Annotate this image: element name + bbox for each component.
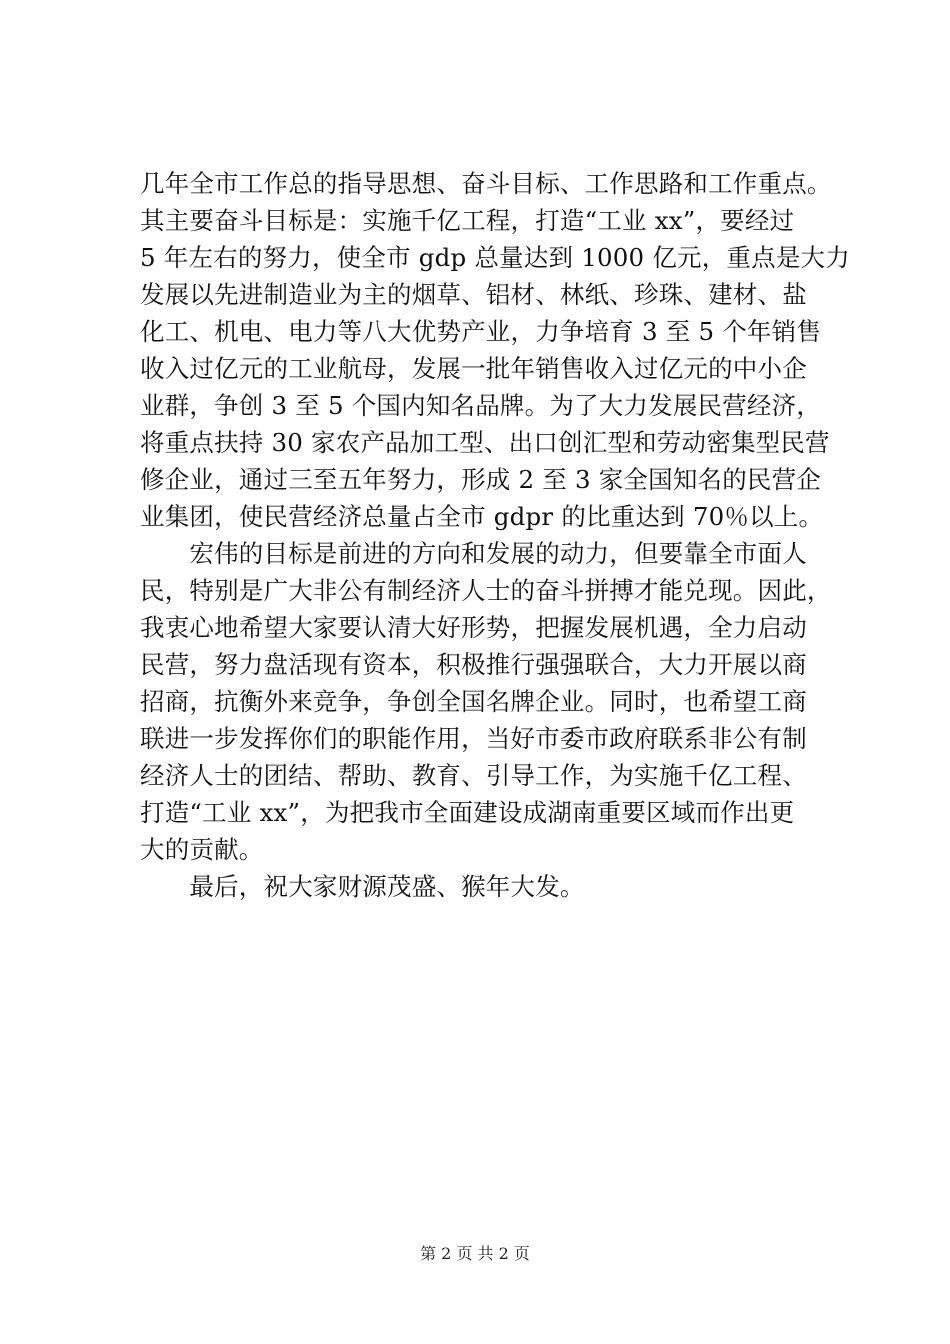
text-line: 业群，争创 3 至 5 个国内知名品牌。为了大力发展民营经济， bbox=[140, 391, 822, 420]
text-line: 打造“工业 xx”，为把我市全面建设成湖南重要区域而作出更 bbox=[140, 798, 795, 827]
text-line: 修企业，通过三至五年努力，形成 2 至 3 家全国知名的民营企 bbox=[140, 465, 822, 494]
document-body bbox=[140, 165, 850, 905]
text-line: 5 年左右的努力，使全市 gdp 总量达到 1000 亿元，重点是大力 bbox=[140, 243, 850, 272]
text-line: 业集团，使民营经济总量占全市 gdpr 的比重达到 70％以上。 bbox=[140, 502, 824, 531]
text-line: 其主要奋斗目标是：实施千亿工程，打造“工业 xx”，要经过 bbox=[140, 206, 795, 235]
text-line: 民，特别是广大非公有制经济人士的奋斗拼搏才能兑现。因此， bbox=[140, 576, 832, 605]
text-line: 收入过亿元的工业航母，发展一批年销售收入过亿元的中小企 bbox=[140, 354, 807, 383]
text-line: 大的贡献。 bbox=[140, 835, 264, 864]
text-line: 最后，祝大家财源茂盛、猴年大发。 bbox=[140, 872, 585, 901]
text-line: 我衷心地希望大家要认清大好形势，把握发展机遇，全力启动 bbox=[140, 613, 807, 642]
text-line: 将重点扶持 30 家农产品加工型、出口创汇型和劳动密集型民营 bbox=[140, 428, 830, 457]
text-line: 招商，抗衡外来竞争，争创全国名牌企业。同时，也希望工商 bbox=[140, 687, 807, 716]
page-number-label: 第 2 页 共 2 页 bbox=[420, 1244, 530, 1263]
text-line: 几年全市工作总的指导思想、奋斗目标、工作思路和工作重点。 bbox=[140, 169, 832, 198]
text-line: 民营，努力盘活现有资本，积极推行强强联合，大力开展以商 bbox=[140, 650, 807, 679]
text-line: 经济人士的团结、帮助、教育、引导工作，为实施千亿工程、 bbox=[140, 761, 807, 790]
text-line: 宏伟的目标是前进的方向和发展的动力，但要靠全市面人 bbox=[140, 539, 807, 568]
text-line: 发展以先进制造业为主的烟草、铝材、林纸、珍珠、建材、盐 bbox=[140, 280, 807, 309]
text-line: 化工、机电、电力等八大优势产业，力争培育 3 至 5 个年销售 bbox=[140, 317, 822, 346]
page-footer bbox=[0, 1242, 950, 1266]
text-line: 联进一步发挥你们的职能作用，当好市委市政府联系非公有制 bbox=[140, 724, 807, 753]
